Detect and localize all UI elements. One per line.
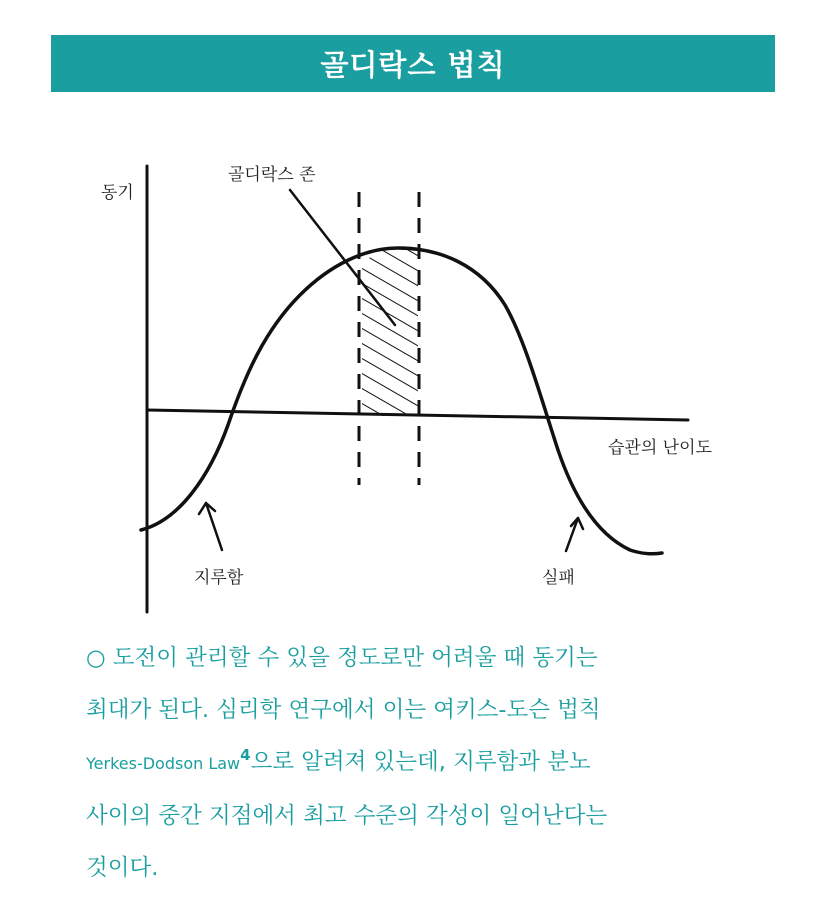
caption-line-3: Yerkes-Dodson Law$^4$으로 알려져 있는데, 지루함과 분노 [86,746,591,775]
zone-label: 골디락스 존 [228,165,316,185]
goldilocks-zone-hatch [362,240,418,420]
caption-line-5: 것이다. [86,855,159,881]
y-axis-label: 동기 [101,183,134,203]
caption-line-2: 최대가 된다. 심리학 연구에서 이는 여키스-도슨 법칙 [86,697,601,723]
page-title: 골디락스 법칙 [320,48,506,82]
footnote-ref: 4 [240,746,251,764]
caption-line-4: 사이의 중간 지점에서 최고 수준의 각성이 일어난다는 [86,803,608,829]
bullet-icon: ○ [86,645,106,671]
caption [86,632,746,894]
x-axis-label: 습관의 난이도 [608,438,712,458]
yerkes-dodson-term: Yerkes-Dodson Law [86,754,241,773]
boredom-label: 지루함 [194,568,244,588]
failure-label: 실패 [542,568,575,588]
failure-arrow [566,518,578,551]
caption-line-1: ○ 도전이 관리할 수 있을 정도로만 어려울 때 동기는 [86,645,598,671]
